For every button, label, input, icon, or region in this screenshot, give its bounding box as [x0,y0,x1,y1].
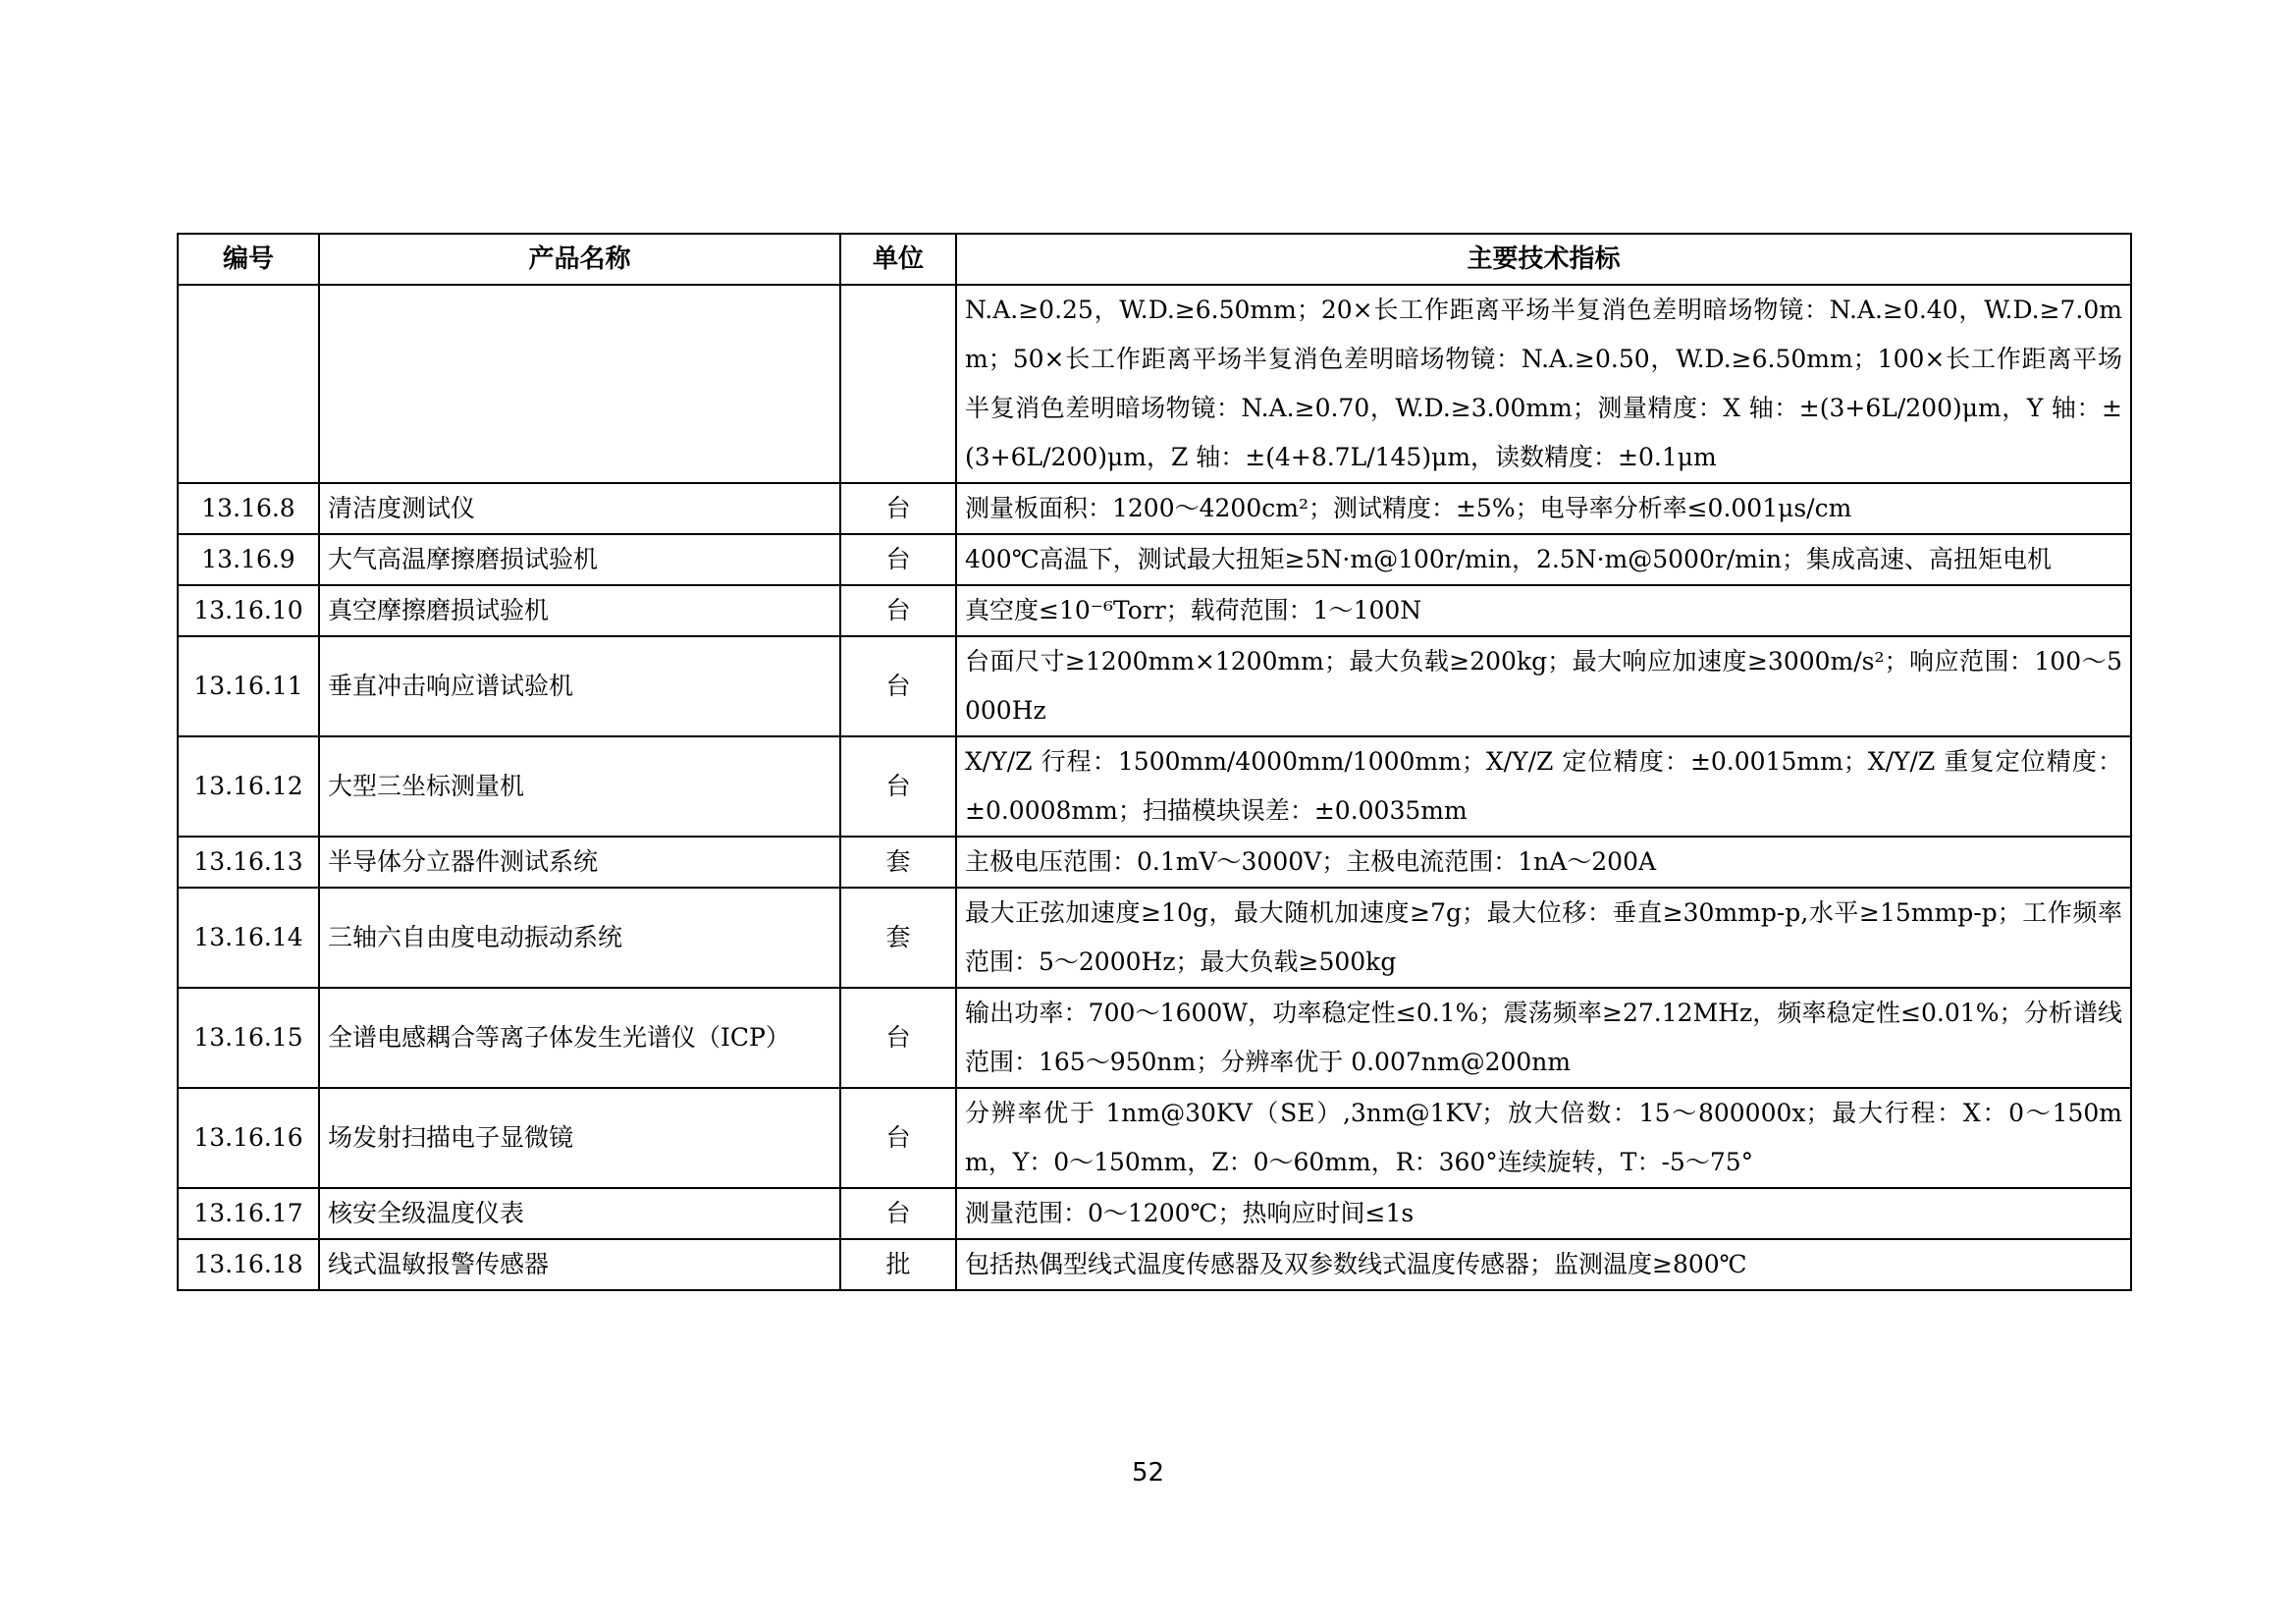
cell-id: 13.16.16 [178,1088,319,1188]
table-row-continuation [178,285,2131,483]
cell-spec: 测量板面积：1200～4200cm²；测试精度：±5%；电导率分析率≤0.001μs/cm [956,483,2131,534]
table-row [178,736,2131,837]
cell-name: 全谱电感耦合等离子体发生光谱仪（ICP） [319,988,840,1088]
table-row [178,1239,2131,1290]
cell-spec: 台面尺寸≥1200mm×1200mm；最大负载≥200kg；最大响应加速度≥3000m/s²；响应范围：100～5000Hz [956,636,2131,736]
cell-id [178,285,319,483]
cell-spec: 输出功率：700～1600W，功率稳定性≤0.1%；震荡频率≥27.12MHz，频率稳定性≤0.01%；分析谱线范围：165～950nm；分辨率优于 0.007nm@200nm [956,988,2131,1088]
cell-id: 13.16.18 [178,1239,319,1290]
table-row [178,837,2131,888]
cell-id: 13.16.17 [178,1188,319,1239]
cell-name: 线式温敏报警传感器 [319,1239,840,1290]
table-row [178,1188,2131,1239]
cell-name [319,285,840,483]
cell-unit: 台 [840,534,956,585]
cell-id: 13.16.12 [178,736,319,837]
table-row [178,585,2131,636]
cell-name: 三轴六自由度电动振动系统 [319,888,840,988]
table-row [178,534,2131,585]
cell-id: 13.16.11 [178,636,319,736]
cell-spec: 真空度≤10⁻⁶Torr；载荷范围：1～100N [956,585,2131,636]
header-unit: 单位 [840,234,956,285]
cell-name: 真空摩擦磨损试验机 [319,585,840,636]
cell-unit: 台 [840,585,956,636]
cell-unit: 台 [840,736,956,837]
cell-name: 垂直冲击响应谱试验机 [319,636,840,736]
cell-spec: 主极电压范围：0.1mV～3000V；主极电流范围：1nA～200A [956,837,2131,888]
cell-spec: N.A.≥0.25，W.D.≥6.50mm；20×长工作距离平场半复消色差明暗场物镜：N.A.≥0.40，W.D.≥7.0mm；50×长工作距离平场半复消色差明暗场物镜：N.A.≥0.50，W.D.≥6.50mm；100×长工作距离平场半复消色差明暗场物镜：N.A.≥0.70，W.D.≥3.00mm；测量精度：X 轴：±(3+6L/200)μm，Y 轴：±(3+6L/200)μm，Z 轴：±(4+8.7L/145)μm，读数精度：±0.1μm [956,285,2131,483]
header-name: 产品名称 [319,234,840,285]
cell-name: 大气高温摩擦磨损试验机 [319,534,840,585]
table-row [178,1088,2131,1188]
cell-unit: 批 [840,1239,956,1290]
table-row [178,988,2131,1088]
cell-id: 13.16.8 [178,483,319,534]
table-row [178,483,2131,534]
cell-name: 核安全级温度仪表 [319,1188,840,1239]
table-row [178,888,2131,988]
header-id: 编号 [178,234,319,285]
page-number: 52 [1131,1458,1165,1488]
cell-unit: 台 [840,1088,956,1188]
cell-name: 大型三坐标测量机 [319,736,840,837]
cell-id: 13.16.10 [178,585,319,636]
cell-name: 场发射扫描电子显微镜 [319,1088,840,1188]
cell-unit: 套 [840,888,956,988]
cell-id: 13.16.9 [178,534,319,585]
cell-unit: 台 [840,988,956,1088]
cell-spec: 分辨率优于 1nm@30KV（SE）,3nm@1KV；放大倍数：15～800000x；最大行程：X：0～150mm，Y：0～150mm，Z：0～60mm，R：360°连续旋转，T：-5～75° [956,1088,2131,1188]
cell-name: 清洁度测试仪 [319,483,840,534]
cell-id: 13.16.14 [178,888,319,988]
cell-id: 13.16.13 [178,837,319,888]
table-header-row [178,234,2131,285]
cell-name: 半导体分立器件测试系统 [319,837,840,888]
header-spec: 主要技术指标 [956,234,2131,285]
table-row [178,636,2131,736]
cell-unit: 台 [840,483,956,534]
cell-spec: 最大正弦加速度≥10g，最大随机加速度≥7g；最大位移：垂直≥30mmp-p,水平≥15mmp-p；工作频率范围：5～2000Hz；最大负载≥500kg [956,888,2131,988]
cell-unit: 台 [840,636,956,736]
cell-unit: 套 [840,837,956,888]
cell-spec: 包括热偶型线式温度传感器及双参数线式温度传感器；监测温度≥800℃ [956,1239,2131,1290]
cell-spec: 测量范围：0～1200℃；热响应时间≤1s [956,1188,2131,1239]
cell-unit: 台 [840,1188,956,1239]
cell-unit [840,285,956,483]
equipment-spec-table [177,233,2132,1291]
cell-id: 13.16.15 [178,988,319,1088]
table-body [178,285,2131,1290]
cell-spec: 400℃高温下，测试最大扭矩≥5N·m@100r/min，2.5N·m@5000r/min；集成高速、高扭矩电机 [956,534,2131,585]
cell-spec: X/Y/Z 行程：1500mm/4000mm/1000mm；X/Y/Z 定位精度：±0.0015mm；X/Y/Z 重复定位精度：±0.0008mm；扫描模块误差：±0.0035mm [956,736,2131,837]
